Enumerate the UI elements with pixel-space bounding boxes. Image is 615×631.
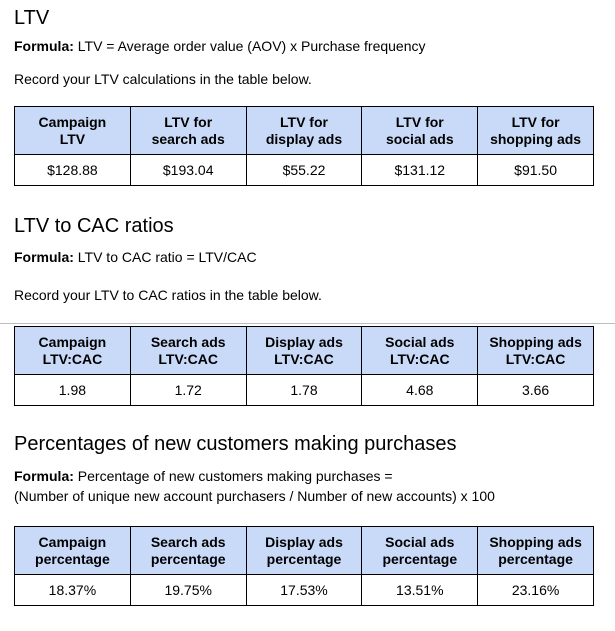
table-cell: 18.37% [15,575,131,606]
formula-text: Percentage of new customers making purchases = [73,468,393,484]
table-cell: $131.12 [362,155,478,186]
table-header-row [15,327,594,375]
formula-label: Formula: [14,38,74,54]
table-header-cell: LTV for search ads [130,107,246,155]
percent-section [14,432,594,456]
table-cell: 4.68 [362,375,478,406]
table-cell: 23.16% [478,575,594,606]
table-header-cell: Social ads percentage [362,527,478,575]
table-header-cell: Search ads LTV:CAC [130,327,246,375]
table-header-cell: Shopping ads LTV:CAC [478,327,594,375]
formula-text-line2: (Number of unique new account purchasers / Number of new accounts) x 100 [14,488,495,504]
formula-label: Formula: [14,468,74,484]
table-header-cell: Campaign percentage [15,527,131,575]
table-cell: 1.78 [246,375,362,406]
table-cell: 3.66 [478,375,594,406]
table-cell: $128.88 [15,155,131,186]
percent-formula [14,467,594,505]
table-cell: 17.53% [246,575,362,606]
table-header-cell: Search ads percentage [130,527,246,575]
formula-text: LTV to CAC ratio = LTV/CAC [73,249,257,265]
table-header-cell: Display ads percentage [246,527,362,575]
table-cell: $193.04 [130,155,246,186]
table-header-cell: LTV for shopping ads [478,107,594,155]
table-header-cell: Shopping ads percentage [478,527,594,575]
ratio-section [14,214,594,238]
table-cell: 1.98 [15,375,131,406]
formula-label: Formula: [14,249,74,265]
table-header-row [15,107,594,155]
table-header-cell: LTV for display ads [246,107,362,155]
ltv-formula [14,37,594,55]
table-header-row [15,527,594,575]
ratio-instruction: Record your LTV to CAC ratios in the table below. [14,287,322,303]
table-cell: $55.22 [246,155,362,186]
table-row [15,575,594,606]
table-header-cell: Campaign LTV:CAC [15,327,131,375]
table-cell: 13.51% [362,575,478,606]
ltv-heading: LTV [14,7,50,29]
ratio-table [14,326,594,406]
table-row [15,375,594,406]
table-cell: 1.72 [130,375,246,406]
table-row [15,155,594,186]
ltv-instruction: Record your LTV calculations in the table below. [14,71,312,87]
table-cell: $91.50 [478,155,594,186]
percent-heading: Percentages of new customers making purchases [14,433,457,455]
ratio-formula [14,248,594,266]
ltv-table [14,106,594,186]
table-header-cell: Display ads LTV:CAC [246,327,362,375]
percent-table [14,526,594,606]
ratio-heading: LTV to CAC ratios [14,215,174,237]
table-header-cell: LTV for social ads [362,107,478,155]
table-header-cell: Campaign LTV [15,107,131,155]
ltv-section [14,6,594,30]
formula-text: LTV = Average order value (AOV) x Purchase frequency [73,38,426,54]
table-header-cell: Social ads LTV:CAC [362,327,478,375]
page-break-divider [0,323,615,324]
table-cell: 19.75% [130,575,246,606]
